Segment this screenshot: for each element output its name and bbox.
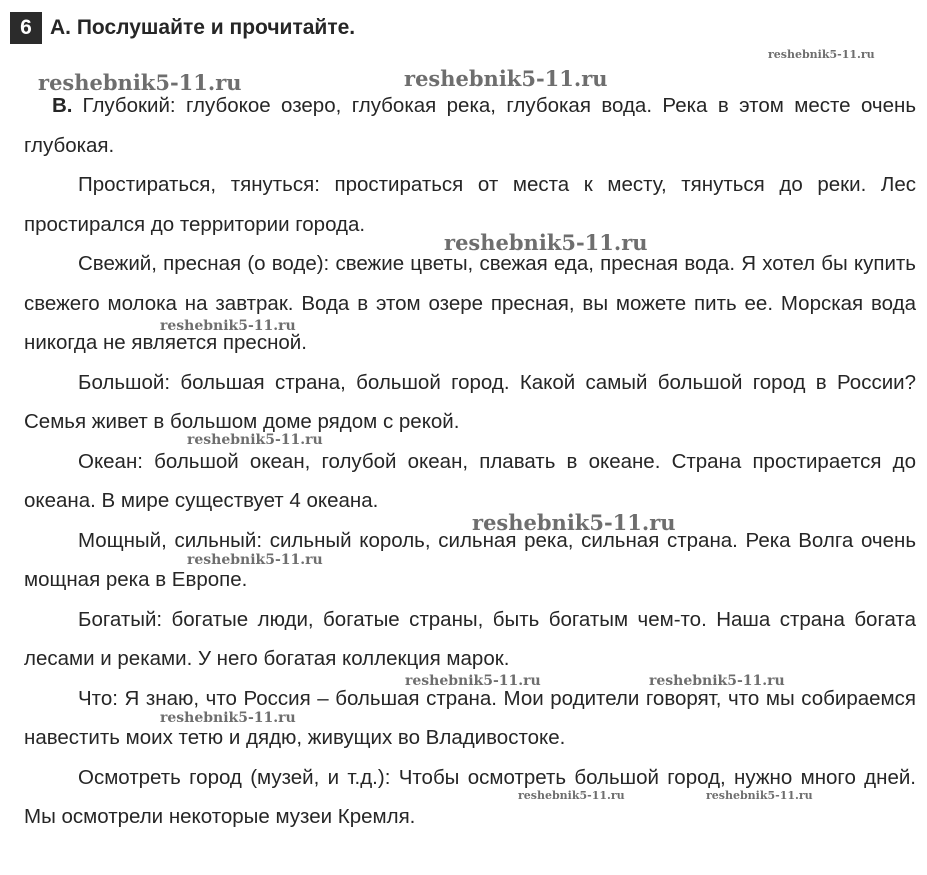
paragraph-svezhy: Свежий, пресная (о воде): свежие цветы, свежая еда, пресная вода. Я хотел бы купить свежего молока на завтрак. Вода в этом озере пресная, вы можете пить ее. Морская вода никогда не является пресной. [24,252,916,354]
paragraph-osmotret: Осмотреть город (музей, и т.д.): Чтобы осмотреть большой город, нужно много дней. Мы осмотрели некоторые музеи Кремля. [24,765,916,828]
watermark: reshebnik5-11.ru [405,673,541,689]
watermark: reshebnik5-11.ru [160,318,296,334]
watermark: reshebnik5-11.ru [472,510,676,535]
watermark: reshebnik5-11.ru [38,70,242,95]
paragraph-moshchny: Мощный, сильный: сильный король, сильная река, сильная страна. Река Волга очень мощная река в Европе. [24,528,916,591]
paragraph-chto: Что: Я знаю, что Россия – большая страна. Мои родители говорят, что мы собираемся навестить моих тетю и дядю, живущих во Владивостоке. [24,686,916,749]
paragraph-bogaty: Богатый: богатые люди, богатые страны, быть богатым чем-то. Наша страна богата лесами и реками. У него богатая коллекция марок. [24,607,916,670]
exercise-header [10,10,355,46]
watermark: reshebnik5-11.ru [404,66,608,91]
watermark: reshebnik5-11.ru [187,432,323,448]
section-b-text [24,86,916,837]
watermark: reshebnik5-11.ru [649,673,785,689]
exercise-number-badge: 6 [10,12,42,44]
section-b-label: B. [52,94,73,117]
watermark: reshebnik5-11.ru [160,710,296,726]
paragraph-gluboky: B. Глубокий: глубокое озеро, глубокая река, глубокая вода. Река в этом месте очень глубокая. [24,94,916,157]
paragraph-bolshoy: Большой: большая страна, большой город. Какой самый большой город в России? Семья живет в большом доме рядом с рекой. [24,370,916,433]
watermark: reshebnik5-11.ru [706,789,813,802]
task-a-title: A. Послушайте и прочитайте. [50,16,356,39]
paragraph-okean: Океан: большой океан, голубой океан, плавать в океане. Страна простирается до океана. В мире существует 4 океана. [24,449,916,512]
watermark: reshebnik5-11.ru [518,789,625,802]
watermark: reshebnik5-11.ru [187,552,323,568]
watermark: reshebnik5-11.ru [444,230,648,255]
watermark: reshebnik5-11.ru [768,48,875,61]
paragraph-prostiratsya: Простираться, тянуться: простираться от места к месту, тянуться до реки. Лес простирался до территории города. [24,173,916,236]
